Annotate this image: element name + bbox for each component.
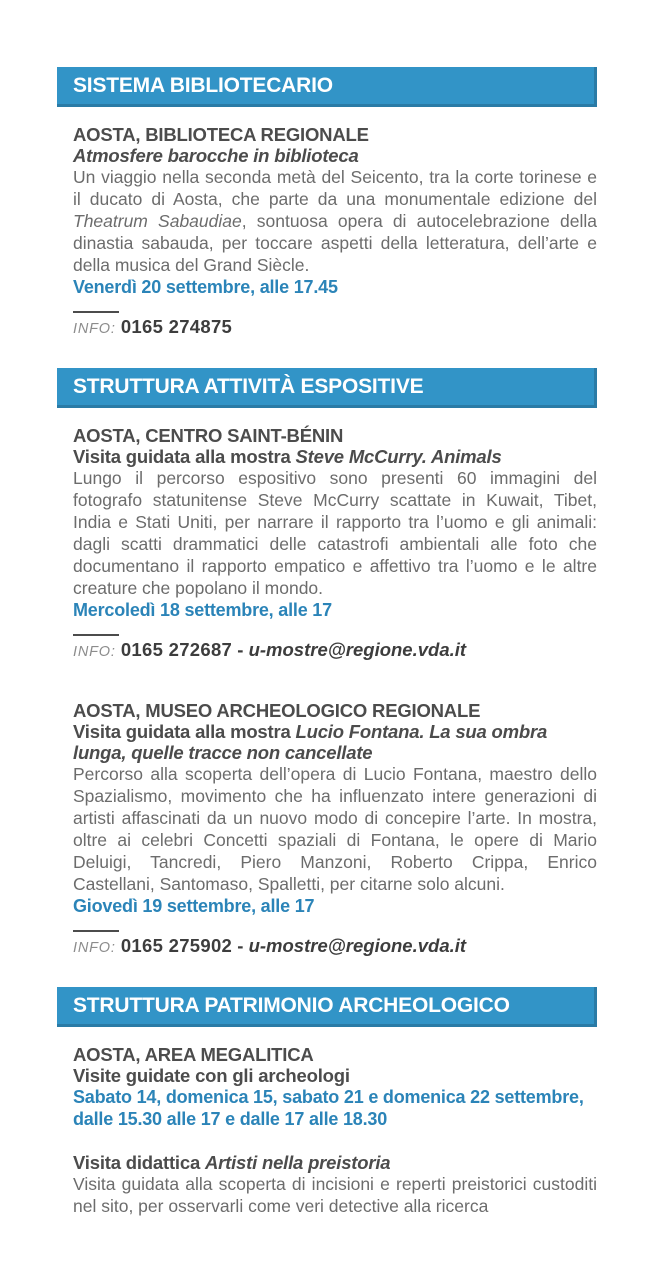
- venue-heading: AOSTA, BIBLIOTECA REGIONALE: [73, 124, 369, 145]
- event-title-italic: Steve McCurry. Animals: [295, 446, 502, 467]
- event-title-prefix: Visita guidata alla mostra: [73, 446, 296, 467]
- activity-title: [73, 1152, 597, 1173]
- venue-heading: AOSTA, CENTRO SAINT-BÉNIN: [73, 425, 344, 446]
- event-title: [73, 446, 597, 467]
- event-subtitle: Visite guidate con gli archeologi: [73, 1065, 350, 1086]
- event-description: Percorso alla scoperta dell’opera di Lucio Fontana, maestro dello Spazialismo, movimento che ha influenzato intere generazioni di artisti affascinati da un nuovo modo di concepire l’arte. In mostra, oltre ai celebri Concetti spaziali di Fontana, le opere di Mario Deluigi, Tancredi, Piero Manzoni, Roberto Crippa, Enrico Castellani, Santomaso, Spalletti, per citarne solo alcuni.: [73, 764, 597, 894]
- event-dates: Sabato 14, domenica 15, sabato 21 e domenica 22 settembre, dalle 15.30 alle 17 e dalle 17 alle 18.30: [73, 1087, 584, 1129]
- event-area-megalitica: [73, 1044, 597, 1217]
- event-title-italic: Lucio Fontana. La sua ombra lunga, quelle tracce non cancellate: [73, 721, 548, 763]
- info-phone: 0165 274875: [120, 316, 233, 337]
- info-divider: [73, 930, 119, 932]
- activity-title-italic: Artisti nella preistoria: [204, 1152, 391, 1173]
- info-phone: 0165 272687: [120, 639, 233, 660]
- description-part: , sontuosa opera di autocelebrazione della dinastia sabauda, per toccare aspetti della letteratura, dell’arte e della musica del Grand Siècle.: [73, 211, 597, 275]
- section-header-label: STRUTTURA ATTIVITÀ ESPOSITIVE: [73, 375, 424, 398]
- section-header-label: SISTEMA BIBLIOTECARIO: [73, 74, 333, 97]
- info-separator: -: [232, 639, 249, 660]
- section-header-label: STRUTTURA PATRIMONIO ARCHEOLOGICO: [73, 994, 510, 1017]
- info-row: [73, 935, 597, 959]
- venue-heading: AOSTA, MUSEO ARCHEOLOGICO REGIONALE: [73, 700, 481, 721]
- info-label: INFO:: [73, 321, 116, 337]
- info-row: [73, 639, 597, 663]
- venue-heading: AOSTA, AREA MEGALITICA: [73, 1044, 314, 1065]
- activity-title-prefix: Visita didattica: [73, 1152, 205, 1173]
- event-title: [73, 145, 597, 166]
- info-email: u-mostre@regione.vda.it: [248, 935, 467, 956]
- event-title: [73, 721, 597, 763]
- section-header-patrimonio-archeologico: [57, 987, 597, 1027]
- event-date: Giovedì 19 settembre, alle 17: [73, 896, 315, 916]
- info-divider: [73, 634, 119, 636]
- description-part: Un viaggio nella seconda metà del Seicento, tra la corte torinese e il ducato di Aosta, che parte da una monumentale edizione del: [73, 167, 597, 209]
- event-description: Visita guidata alla scoperta di incisioni e reperti preistorici custoditi nel sito, per osservarli come veri detective alla ricerca: [73, 1174, 597, 1216]
- event-description: [73, 166, 597, 276]
- info-email: u-mostre@regione.vda.it: [248, 639, 467, 660]
- info-label: INFO:: [73, 644, 116, 660]
- event-title-prefix: Visita guidata alla mostra: [73, 721, 296, 742]
- section-header-attivita-espositive: [57, 368, 597, 408]
- info-phone: 0165 275902: [120, 935, 233, 956]
- event-title-italic: Atmosfere barocche in biblioteca: [73, 145, 359, 166]
- event-centro-saint-benin: [73, 425, 597, 663]
- event-date: Venerdì 20 settembre, alle 17.45: [73, 277, 338, 297]
- event-date: Mercoledì 18 settembre, alle 17: [73, 600, 332, 620]
- event-museo-archeologico: [73, 700, 597, 959]
- info-separator: -: [232, 935, 249, 956]
- description-italic: Theatrum Sabaudiae: [73, 211, 242, 231]
- info-row: [73, 316, 597, 340]
- event-biblioteca-regionale: [73, 124, 597, 340]
- section-header-sistema-bibliotecario: [57, 67, 597, 107]
- info-divider: [73, 311, 119, 313]
- info-label: INFO:: [73, 940, 116, 956]
- event-description: Lungo il percorso espositivo sono presenti 60 immagini del fotografo statunitense Steve McCurry scattate in Kuwait, Tibet, India e Stati Uniti, per narrare il rapporto tra l’uomo e gli animali: dagli scatti drammatici delle catastrofi ambientali alle foto che documentano il rapporto empatico e affettivo tra l’uomo e le altre creature che popolano il mondo.: [73, 468, 597, 598]
